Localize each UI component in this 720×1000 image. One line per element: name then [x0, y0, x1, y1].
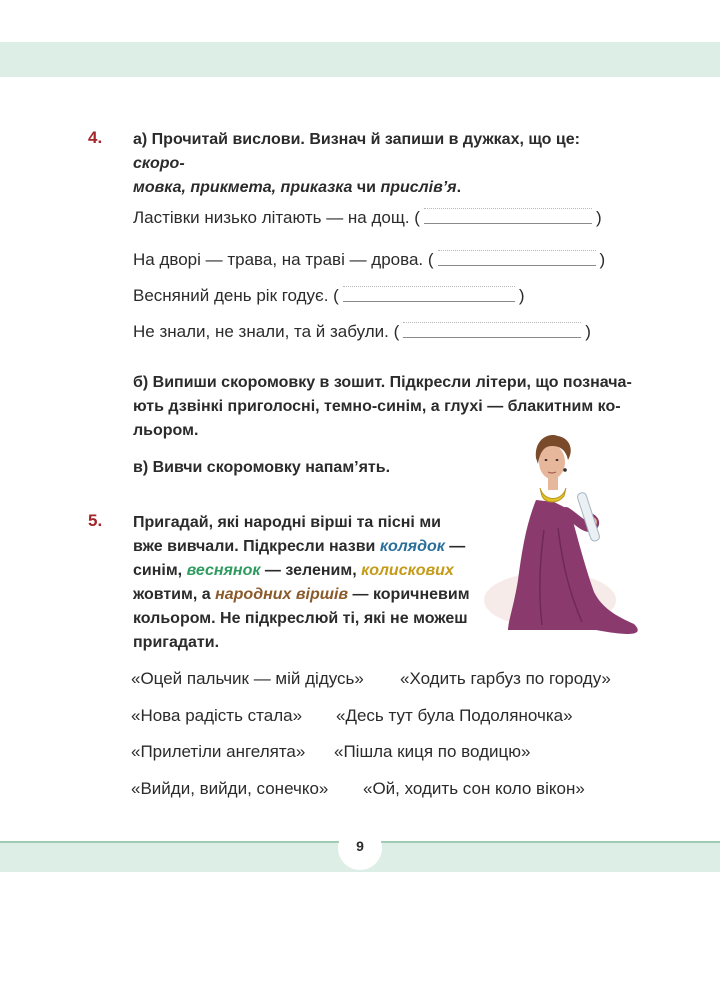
exercise-4a-instruction: [133, 128, 633, 200]
page-number: 9: [338, 826, 382, 870]
song-8: «Ой, ходить сон коло вікон»: [363, 779, 585, 798]
answer-blank-4[interactable]: [403, 322, 581, 338]
top-header-band: [0, 42, 720, 77]
saying-line-2: На дворі — трава, на траві — дрова. ( ): [133, 250, 606, 269]
ex4a-chy: чи: [352, 179, 381, 196]
necklace: [540, 488, 566, 502]
ex4a-italic-1: скоро-: [133, 155, 185, 172]
exercise-4c-instruction: в) Вивчи скоромовку напам’ять.: [133, 459, 391, 476]
saying-line-4: Не знали, не знали, та й забули. ( ): [133, 322, 591, 341]
song-3: «Нова радість стала»: [131, 706, 303, 725]
ex4a-prefix: а) Прочитай вислови. Визнач й запиши в дужках, що це:: [133, 131, 580, 148]
ex4a-italic-2: мовка, прикмета, приказка: [133, 179, 353, 196]
narodni-virshi-word: народних віршів: [215, 586, 349, 603]
answer-blank-2[interactable]: [438, 250, 596, 266]
exercise-5-instruction: Пригадай, які народні вірші та пісні ми вже вивчали. Підкресли назви колядок — синім, веснянок — зеленим, колискових жовтим, а народних віршів — коричневим кольором. Не підкреслюй ті, які не можеш пригадати.: [133, 514, 470, 651]
exercise-4-number: 4.: [88, 128, 103, 147]
exercise-4b-instruction: б) Випиши скоромовку в зошит. Підкресли літери, що познача- ють дзвінкі приголосні, темно-синім, а глухі — блакитним ко- льором.: [133, 374, 632, 439]
saying-line-3: Весняний день рік годує. ( ): [133, 286, 525, 305]
kolyskovi-word: колискових: [361, 562, 454, 579]
saying-line-1: Ластівки низько літають — на дощ. ( ): [133, 208, 602, 227]
song-6: «Пішла киця по водицю»: [334, 742, 531, 761]
answer-blank-1[interactable]: [424, 208, 592, 224]
exercise-5-number: 5.: [88, 511, 103, 530]
vesnyanky-word: веснянок: [186, 562, 261, 579]
woman-with-scroll-illustration: [478, 430, 658, 645]
song-7: «Вийди, вийди, сонечко»: [131, 779, 329, 798]
kolyadky-word: колядок: [379, 538, 445, 555]
song-2: «Ходить гарбуз по городу»: [400, 669, 611, 688]
song-4: «Десь тут була Подоляночка»: [336, 706, 573, 725]
ex4a-dot: .: [456, 179, 462, 196]
ex4a-italic-3: прислів’я: [380, 179, 457, 196]
answer-blank-3[interactable]: [343, 286, 515, 302]
song-5: «Прилетіли ангелята»: [131, 742, 306, 761]
song-1: «Оцей пальчик — мій дідусь»: [131, 669, 364, 688]
